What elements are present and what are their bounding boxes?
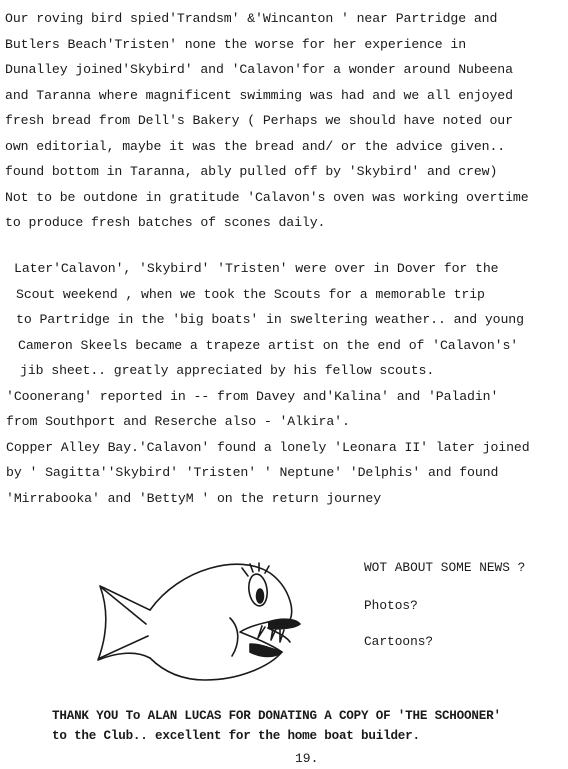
scout-weekend-paragraph [6, 256, 530, 511]
text-line: and Taranna where magnificent swimming was had and we all enjoyed [5, 87, 513, 103]
text-line: from Southport and Reserche also - 'Alkira'. [6, 414, 350, 429]
fish-cartoon-icon [90, 548, 320, 698]
text-line: own editorial, maybe it was the bread and/ or the advice given.. [5, 138, 506, 154]
text-line: Our roving bird spied'Trandsm' &'Wincanton ' near Partridge and [5, 11, 498, 26]
text-line: fresh bread from Dell's Bakery ( Perhaps we should have noted our [5, 113, 513, 128]
cruise-report-paragraph [5, 6, 529, 236]
text-line: Not to be outdone in gratitude 'Calavon's oven was working overtime [5, 189, 529, 205]
text-line: Later'Calavon', 'Skybird' 'Tristen' were over in Dover for the [14, 261, 499, 276]
text-line: 'Coonerang' reported in -- from Davey and'Kalina' and 'Paladin' [6, 388, 499, 404]
text-line: jib sheet.. greatly appreciated by his fellow scouts. [20, 363, 435, 378]
thank-you-line: THANK YOU To ALAN LUCAS FOR DONATING A COPY OF 'THE SCHOONER' [52, 709, 501, 723]
text-line: to produce fresh batches of scones daily. [5, 215, 326, 230]
text-line: Butlers Beach'Tristen' none the worse for her experience in [5, 36, 467, 52]
text-line: found bottom in Taranna, ably pulled off by 'Skybird' and crew) [5, 164, 498, 179]
thank-you-line: to the Club.. excellent for the home boat builder. [52, 729, 420, 743]
photos-request: Photos? [364, 598, 418, 613]
text-line: Scout weekend , when we took the Scouts for a memorable trip [16, 286, 485, 302]
text-line: by ' Sagitta''Skybird' 'Tristen' ' Neptune' 'Delphis' and found [6, 465, 499, 480]
page-number: 19. [295, 751, 319, 766]
text-line: Copper Alley Bay.'Calavon' found a lonely 'Leonara II' later joined [6, 439, 530, 455]
text-line: to Partridge in the 'big boats' in sweltering weather.. and young [16, 312, 524, 327]
text-line: 'Mirrabooka' and 'BettyM ' on the return journey [6, 490, 382, 506]
news-request: WOT ABOUT SOME NEWS ? [364, 560, 526, 575]
cartoons-request: Cartoons? [364, 634, 434, 649]
text-line: Cameron Skeels became a trapeze artist on the end of 'Calavon's' [18, 337, 519, 353]
text-line: Dunalley joined'Skybird' and 'Calavon'for a wonder around Nubeena [5, 62, 513, 77]
